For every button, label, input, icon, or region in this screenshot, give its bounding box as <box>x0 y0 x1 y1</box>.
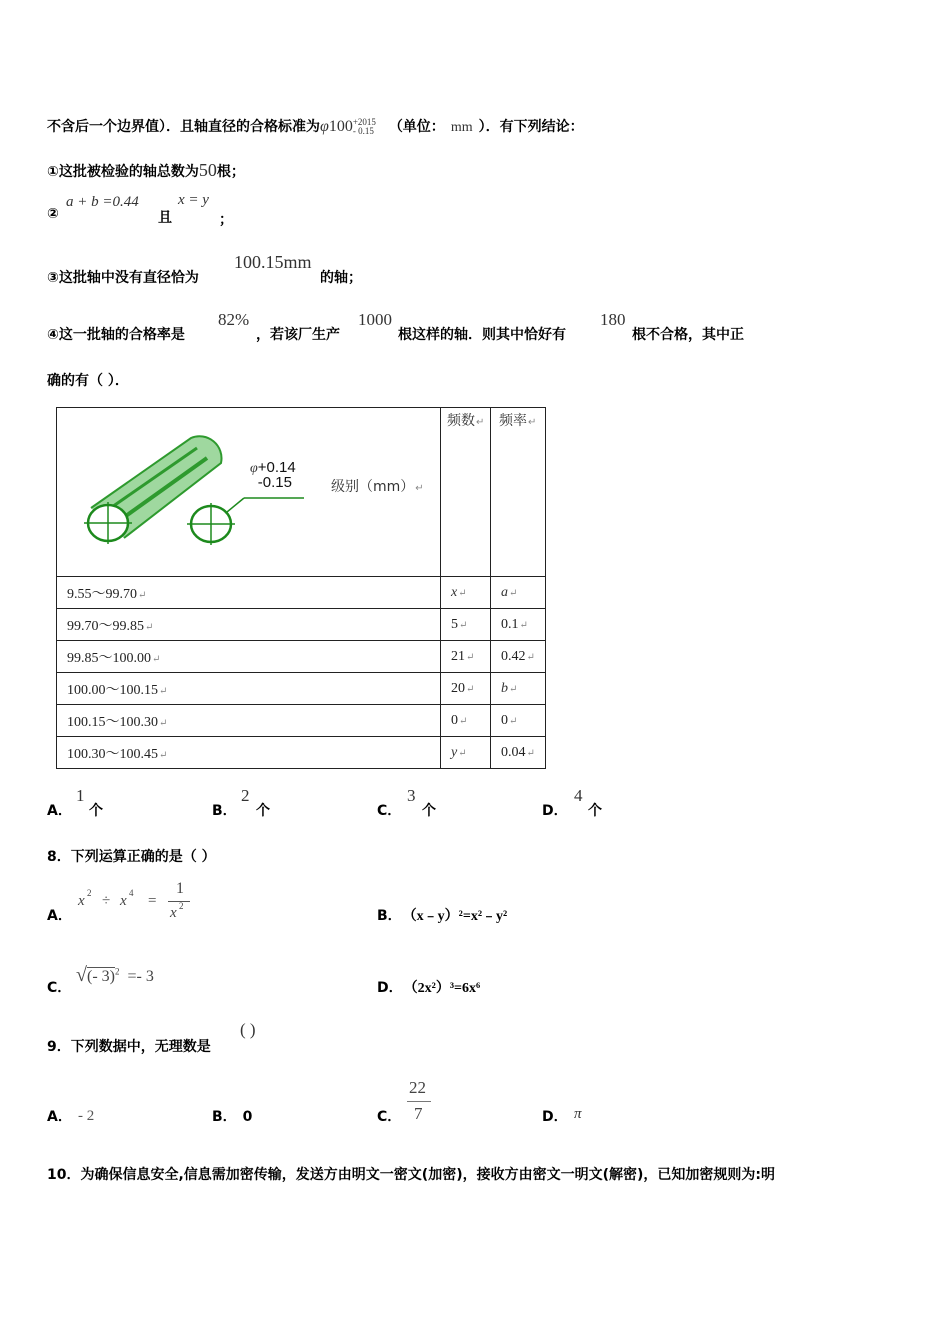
line-standard <box>47 116 584 136</box>
row-range: 9.55～99.70 <box>67 586 137 602</box>
row-freq: 20 <box>451 680 465 696</box>
statement-3-prefix: ③这批轴中没有直径恰为 <box>47 270 199 286</box>
row-freq: x <box>451 584 458 600</box>
statement-1-value: 50 <box>198 160 217 180</box>
q7-option-a[interactable] <box>47 800 72 820</box>
q7-option-d[interactable] <box>542 800 568 820</box>
statement-2-prefix: ② <box>47 206 59 222</box>
statement-1-prefix: ①这批被检验的轴总数为 <box>47 164 199 180</box>
q8-stem: 8．下列运算正确的是（ ） <box>47 849 216 865</box>
q7-option-a-suffix: 个 <box>89 803 103 819</box>
unit-value: mm <box>450 120 473 135</box>
spec-lower: -0.15 <box>257 474 292 491</box>
row-rate: 0 <box>501 712 508 728</box>
statement-2-eq2: x = y <box>178 192 209 208</box>
q8-option-c-expr: √(- 3)$^2$ =- 3 <box>76 964 154 986</box>
q8-option-b[interactable] <box>377 905 507 925</box>
q8-option-d[interactable] <box>377 977 480 997</box>
c-exp: 2 <box>114 966 120 977</box>
statement-3-value: 100.15mm <box>234 252 312 272</box>
q8-option-c-label[interactable]: C． <box>47 980 72 996</box>
a-den-e: 2 <box>179 901 184 911</box>
option-label: A． <box>47 803 72 819</box>
statement-1-suffix: 根； <box>216 164 245 180</box>
a-e1: 2 <box>87 888 92 898</box>
row-freq: 0 <box>451 712 458 728</box>
q7-option-b[interactable] <box>212 800 237 820</box>
a-eq: = <box>148 893 157 909</box>
standard-lower: - 0.15 <box>352 126 374 136</box>
standard-upper: +2015 <box>352 117 376 127</box>
row-rate: 0.04 <box>501 744 526 760</box>
a-x2: x <box>120 893 127 909</box>
statement-1 <box>47 160 245 181</box>
q8-option-a-label[interactable]: A． <box>47 908 72 924</box>
q8-option-b-text: （x﹣y）²=x²﹣y² <box>409 909 508 924</box>
row-rate: a <box>501 584 508 600</box>
table-row: 99.70～99.85↵ 5↵ 0.1↵ <box>57 609 546 641</box>
shaft-illustration <box>79 428 379 578</box>
statement-4-bad: 180 <box>600 310 626 329</box>
q7-option-c-suffix: 个 <box>422 803 436 819</box>
row-freq: 21 <box>451 648 465 664</box>
col-header-rate-text: 频率 <box>499 413 527 429</box>
statement-4-rate: 82% <box>218 310 250 329</box>
statement-5: 确的有（ ）． <box>47 373 129 389</box>
statement-2-suffix: ； <box>219 212 233 228</box>
table-row: 100.00～100.15↵ 20↵ b↵ <box>57 673 546 705</box>
option-label: B． <box>212 803 237 819</box>
q9-stem: 9．下列数据中，无理数是 <box>47 1039 211 1055</box>
a-div: ÷ <box>102 893 111 909</box>
row-range: 100.30～100.45 <box>67 746 158 762</box>
statement-4-prefix: ④这一批轴的合格率是 <box>47 327 185 343</box>
q9-paren: ( ) <box>240 1020 256 1039</box>
q8-option-d-text: （2x²）³=6x⁶ <box>410 981 481 996</box>
spec-label <box>250 460 296 490</box>
q7-option-c-value: 3 <box>407 786 416 805</box>
q9-option-b-label: B． <box>212 1109 237 1125</box>
row-range: 100.15～100.30 <box>67 714 158 730</box>
row-freq: y <box>451 744 458 760</box>
q9-option-c-label[interactable]: C． <box>377 1109 402 1125</box>
statement-2-eq1: a + b =0.44 <box>66 194 139 210</box>
row-range: 99.85～100.00 <box>67 650 151 666</box>
spec-phi: φ <box>250 461 258 476</box>
statement-2-mid: 且 <box>158 210 172 226</box>
col-header-freq-text: 频数 <box>447 413 475 429</box>
statement-4-suffix: 根不合格，其中正 <box>632 327 744 343</box>
q7-option-d-suffix: 个 <box>588 803 602 819</box>
q7-option-a-value: 1 <box>76 786 85 805</box>
q8-option-b-label: B． <box>377 908 402 924</box>
row-range: 99.70～99.85 <box>67 618 144 634</box>
row-rate: 0.1 <box>501 616 519 632</box>
statement-4-count: 1000 <box>358 310 392 329</box>
a-e2: 4 <box>129 888 134 898</box>
standard-text: 不含后一个边界值）．且轴直径的合格标准为 <box>47 119 320 135</box>
col-header-rate: 频率↵ <box>491 408 546 577</box>
option-label: D． <box>542 803 568 819</box>
c-rest: =- 3 <box>127 968 154 985</box>
row-range: 100.00～100.15 <box>67 682 158 698</box>
q7-option-d-value: 4 <box>574 786 583 805</box>
option-label: C． <box>377 803 402 819</box>
c-num: 22 <box>409 1078 426 1097</box>
q9-option-d-value: π <box>574 1106 582 1122</box>
q7-option-c[interactable] <box>377 800 401 820</box>
level-label: 级别（mm）↵ <box>331 479 424 495</box>
statement-4-mid1: ，若该厂生产 <box>256 327 340 343</box>
row-freq: 5 <box>451 616 458 632</box>
spec-upper: +0.14 <box>257 459 296 476</box>
statement-2 <box>47 206 59 222</box>
table-row: 9.55～99.70↵ x↵ a↵ <box>57 577 546 609</box>
table-header-row <box>57 408 546 577</box>
c-radicand: (- 3) <box>86 968 115 985</box>
level-label-text: 级别（mm） <box>331 479 415 495</box>
c-den: 7 <box>414 1104 423 1123</box>
shaft-figure-cell <box>57 408 441 577</box>
q9-option-a-label[interactable]: A． <box>47 1109 72 1125</box>
statement-3-suffix: 的轴； <box>320 270 362 286</box>
q7-option-b-value: 2 <box>241 786 250 805</box>
table-row: 100.15～100.30↵ 0↵ 0↵ <box>57 705 546 737</box>
a-x1: x <box>78 893 85 909</box>
q9-option-d-label[interactable]: D． <box>542 1109 568 1125</box>
phi-symbol: φ <box>320 118 329 135</box>
statement-4-mid2: 根这样的轴．则其中恰好有 <box>398 327 566 343</box>
q8-option-d-label: D． <box>377 980 403 996</box>
q7-option-b-suffix: 个 <box>256 803 270 819</box>
unit-open: （单位： <box>388 119 445 135</box>
frequency-table <box>56 407 546 769</box>
col-header-freq: 频数↵ <box>441 408 491 577</box>
table-row: 100.30～100.45↵ y↵ 0.04↵ <box>57 737 546 769</box>
q9-option-b-value: 0 <box>242 1109 253 1125</box>
a-den-x: x <box>170 905 177 921</box>
row-rate: b <box>501 680 508 696</box>
q9-option-a-value: - 2 <box>78 1108 95 1124</box>
q10-stem: 10．为确保信息安全,信息需加密传输，发送方由明文一密文(加密)，接收方由密文一明文(解密)，已知加密规则为:明 <box>47 1167 775 1183</box>
row-rate: 0.42 <box>501 648 526 664</box>
a-num: 1 <box>176 880 184 897</box>
table-row: 99.85～100.00↵ 21↵ 0.42↵ <box>57 641 546 673</box>
standard-base: 100 <box>328 118 353 135</box>
q9-option-b[interactable] <box>212 1106 252 1126</box>
unit-close: ）．有下列结论： <box>478 119 584 135</box>
